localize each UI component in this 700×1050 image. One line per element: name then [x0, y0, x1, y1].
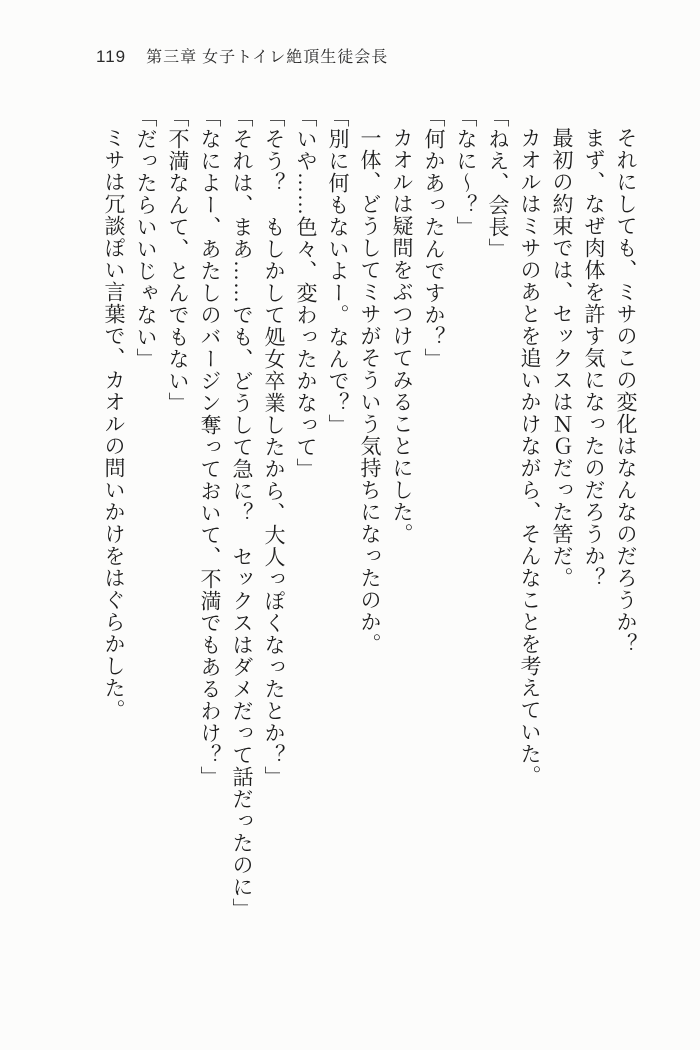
paragraph: 「別に何もないよー。なんで？」 [326, 106, 350, 436]
paragraph: 「ねえ、会長」 [486, 106, 510, 260]
paragraph: カオルはミサのあとを追いかけながら、そんなことを考えていた。 [518, 127, 542, 787]
paragraph: 「そう？ もしかして処女卒業したから、大人っぽくなったとか？」 [262, 106, 286, 788]
paragraph: 「それは、まあ……でも、どうして急に？ セックスはダメだって話だったのに」 [230, 106, 254, 920]
paragraph: 「いや……色々、変わったかなって」 [294, 106, 318, 480]
paragraph: 「だったらいいじゃない」 [134, 106, 158, 370]
paragraph: 最初の約束では、セックスはＮＧだった筈だ。 [550, 127, 574, 589]
paragraph: 「なによー、あたしのバージン奪っておいて、不満でもあるわけ？」 [198, 106, 222, 788]
page-number: 119 [96, 47, 127, 66]
paragraph: カオルは疑問をぶつけてみることにした。 [390, 127, 414, 545]
paragraph: ミサは冗談ぽい言葉で、カオルの問いかけをはぐらかした。 [102, 127, 126, 721]
paragraph: まず、なぜ肉体を許す気になったのだろうか？ [582, 127, 606, 589]
body-text [98, 106, 642, 978]
paragraph: それにしても、ミサのこの変化はなんなのだろうか？ [614, 127, 638, 655]
paragraph: 「なに〜？」 [454, 106, 478, 238]
paragraph: 「不満なんて、とんでもない」 [166, 106, 190, 414]
paragraph: 「何かあったんですか？」 [422, 106, 446, 370]
paragraph: 一体、どうしてミサがそういう気持ちになったのか。 [358, 127, 382, 655]
running-head [96, 44, 388, 67]
chapter-title: 第三章 女子トイレ絶頂生徒会長 [146, 49, 389, 66]
